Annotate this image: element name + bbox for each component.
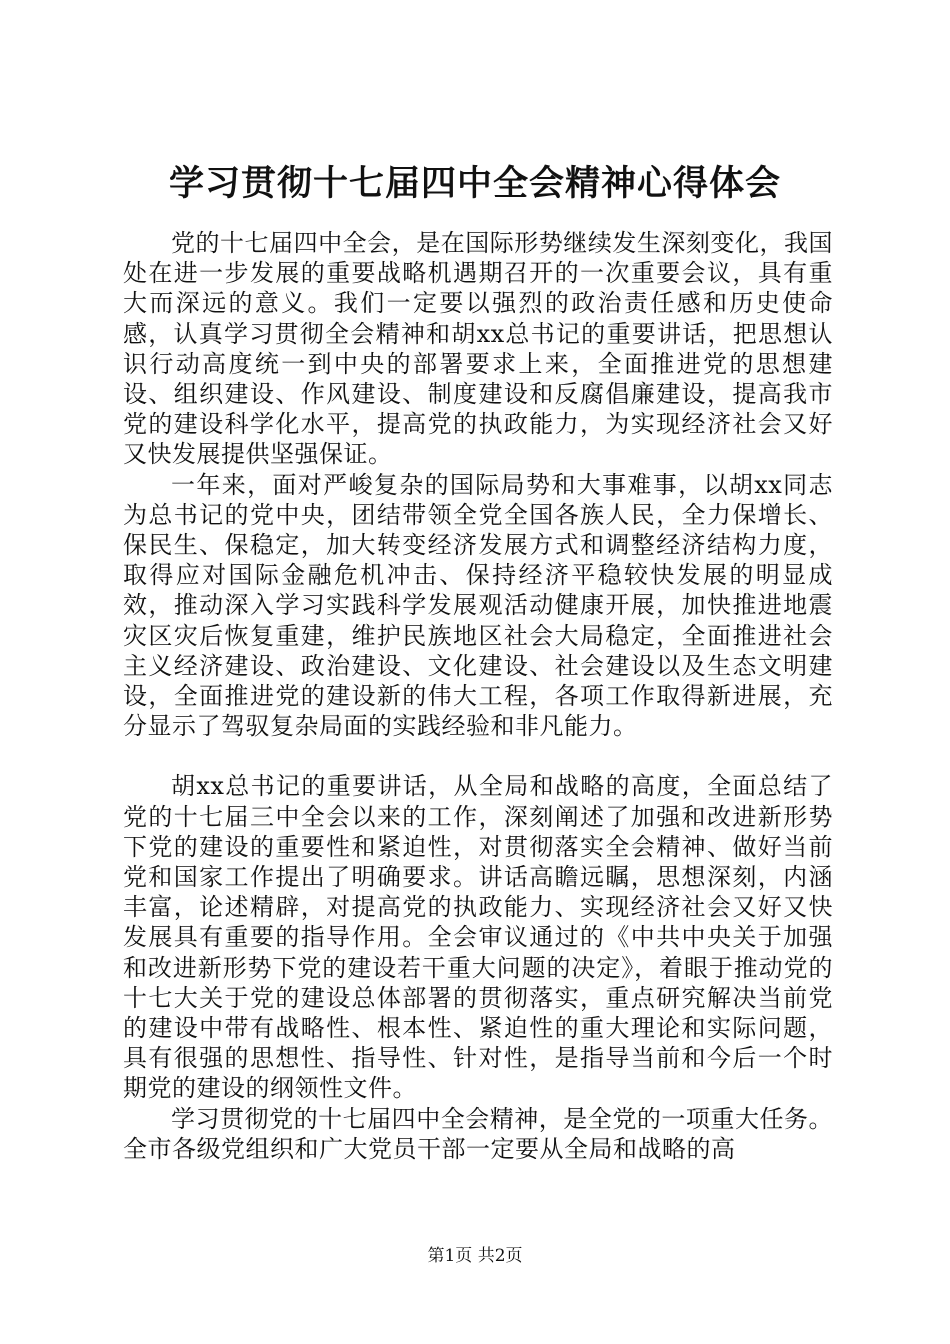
document-body — [123, 228, 833, 1164]
paragraph-1: 党的十七届四中全会，是在国际形势继续发生深刻变化，我国处在进一步发展的重要战略机遇期召开的一次重要会议，具有重大而深远的意义。我们一定要以强烈的政治责任感和历史使命感，认真学习贯彻全会精神和胡xx总书记的重要讲话，把思想认识行动高度统一到中央的部署要求上来，全面推进党的思想建设、组织建设、作风建设、制度建设和反腐倡廉建设，提高我市党的建设科学化水平，提高党的执政能力，为实现经济社会又好又快发展提供坚强保证。 — [123, 229, 833, 469]
document-title: 学习贯彻十七届四中全会精神心得体会 — [168, 163, 781, 204]
page-number-footer: 第1页 共2页 — [427, 1246, 523, 1266]
paragraph-4: 学习贯彻党的十七届四中全会精神，是全党的一项重大任务。全市各级党组织和广大党员干部一定要从全局和战略的高 — [123, 1104, 833, 1163]
paragraph-2: 一年来，面对严峻复杂的国际局势和大事难事，以胡xx同志为总书记的党中央，团结带领全党全国各族人民，全力保增长、保民生、保稳定，加大转变经济发展方式和调整经济结构力度，取得应对国际金融危机冲击、保持经济平稳较快发展的明显成效，推动深入学习实践科学发展观活动健康开展，加快推进地震灾区灾后恢复重建，维护民族地区社会大局稳定，全面推进社会主义经济建设、政治建设、文化建设、社会建设以及生态文明建设，全面推进党的建设新的伟大工程，各项工作取得新进展，充分显示了驾驭复杂局面的实践经验和非凡能力。 — [123, 470, 833, 741]
paragraph-3: 胡xx总书记的重要讲话，从全局和战略的高度，全面总结了党的十七届三中全会以来的工作，深刻阐述了加强和改进新形势下党的建设的重要性和紧迫性，对贯彻落实全会精神、做好当前党和国家工作提出了明确要求。讲话高瞻远瞩，思想深刻，内涵丰富，论述精辟，对提高党的执政能力、实现经济社会又好又快发展具有重要的指导作用。全会审议通过的《中共中央关于加强和改进新形势下党的建设若干重大问题的决定》，着眼于推动党的十七大关于党的建设总体部署的贯彻落实，重点研究解决当前党的建设中带有战略性、根本性、紧迫性的重大理论和实际问题，具有很强的思想性、指导性、针对性，是指导当前和今后一个时期党的建设的纲领性文件。 — [123, 772, 833, 1103]
